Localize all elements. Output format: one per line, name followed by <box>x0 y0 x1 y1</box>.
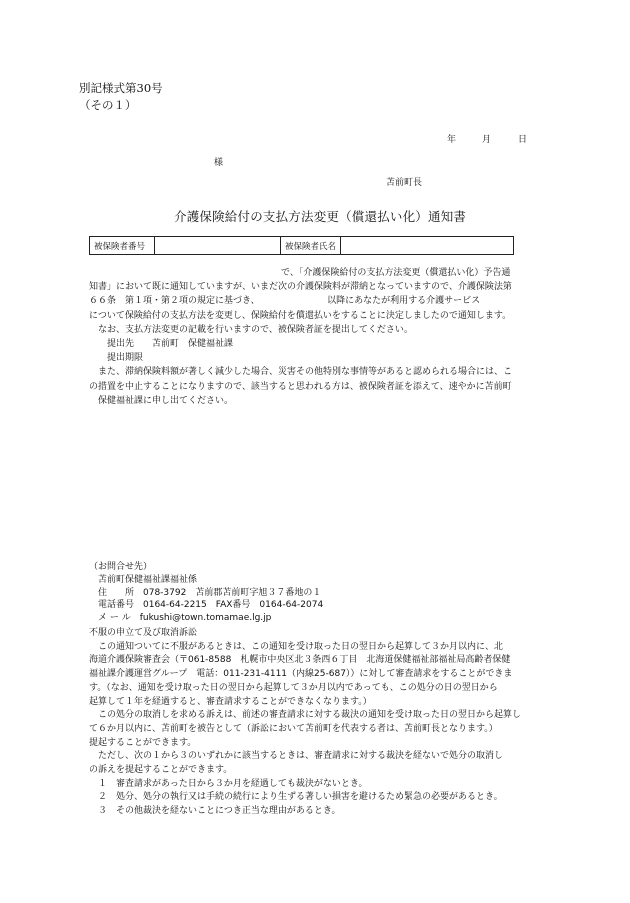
body-line: の措置を中止することになりますので、該当すると思われる方は、被保険者証を添えて、速やかに苫前町 <box>89 381 512 392</box>
appeal-line: この処分の取消しを求める訴えは、前述の審査請求に対する裁決の通知を受け取った日の翌日から起算し <box>89 710 522 721</box>
appeal-line: 提起することができます。 <box>89 737 197 748</box>
form-number: 別記様式第30号 <box>79 81 163 95</box>
appeal-line: この通知ついてに不服があるときは、この通知を受け取った日の翌日から起算して３か月以内に、北 <box>89 641 504 652</box>
contact-office: 苫前町保健福祉課福祉係 <box>98 574 198 585</box>
insured-name-label: 被保険者氏名 <box>281 237 341 255</box>
body-line: 保健福祉課に申し出てください。 <box>89 395 234 406</box>
appeal-line: 福祉課介護運営グループ 電話：011-231-4111（内線25-687））に対して審査請求をすることができま <box>89 669 513 680</box>
contact-email: メ ー ル fukushi@town.tomamae.lg.jp <box>98 613 272 624</box>
appeal-line: １ 審査請求があった日から３か月を経過しても裁決がないとき。 <box>89 778 368 789</box>
appeal-line: す。（なお、通知を受け取った日の翌日から起算して３か月以内であっても、この処分の日の翌日から <box>89 682 498 693</box>
appeal-line: ２ 処分、処分の執行又は手続の続行により生ずる著しい損害を避けるため緊急の必要があるとき。 <box>89 792 503 803</box>
notice-body <box>89 266 512 408</box>
body-line: また、滞納保険料額が著しく減少した場合、災害その他特別な事情等があると認められる場合には、こ <box>89 367 513 378</box>
body-line: 提出期限 <box>89 353 144 364</box>
insured-name-value <box>341 237 514 255</box>
appeal-line: て６か月以内に、苫前町を被告として（訴訟において苫前町を代表する者は、苫前町長となります。） <box>89 723 498 734</box>
appeal-line: ３ その他裁決を経ないことにつき正当な理由があるとき。 <box>89 806 341 817</box>
appeal-section <box>89 627 521 819</box>
issuer-name: 苫前町長 <box>386 178 423 188</box>
appeal-line: 起算して１年を経過すると、審査請求することができなくなります。） <box>89 696 372 707</box>
contact-heading: （お問合せ先） <box>89 562 153 572</box>
appeal-line: の訴えを提起することができます。 <box>89 765 233 776</box>
body-line: で、「介護保険給付の支払方法変更（償還払い化）予告通 <box>281 268 511 278</box>
contact-block <box>89 561 323 625</box>
form-sub-number: （その１） <box>79 98 137 112</box>
contact-address: 住 所 078-3792 苫前郡苫前町字旭３７番地の１ <box>98 587 322 598</box>
body-line: ６６条 第１項・第２項の規定に基づき、 以降にあなたが利用する介護サービス <box>89 296 481 307</box>
insured-info-table <box>89 236 514 255</box>
appeal-line: ただし、次の１から３のいずれかに該当するときは、審査請求に対する裁決を経ないで処分の取消し <box>89 751 504 762</box>
body-line: なお、支払方法変更の記載を行いますので、被保険者証を提出してください。 <box>89 324 413 335</box>
body-line: について保険給付の支払方法を変更し、保険給付を償還払いをすることに決定しましたので通知します。 <box>89 310 512 321</box>
appeal-heading: 不服の申立て及び取消訴訟 <box>89 628 198 638</box>
insured-number-value <box>155 237 281 255</box>
addressee-suffix: 様 <box>214 158 224 168</box>
insured-number-label: 被保険者番号 <box>90 237 155 255</box>
body-line: 提出先 苫前町 保健福祉課 <box>89 339 234 350</box>
body-line: 知書」において既に通知していますが、いまだ次の介護保険料が滞納となっていますので、介護保険法第 <box>89 282 512 293</box>
appeal-line: 海道介護保険審査会（〒061-8588 札幌市中央区北３条西６丁目 北海道保健福祉部福祉局高齢者保健 <box>89 655 511 666</box>
date-year-label: 年 <box>447 135 457 145</box>
date-day-label: 日 <box>518 135 528 145</box>
date-month-label: 月 <box>482 135 492 145</box>
contact-phone: 電話番号 0164-64-2215 FAX番号 0164-64-2074 <box>98 600 324 611</box>
page-title: 介護保険給付の支払方法変更（償還払い化）通知書 <box>174 209 467 224</box>
